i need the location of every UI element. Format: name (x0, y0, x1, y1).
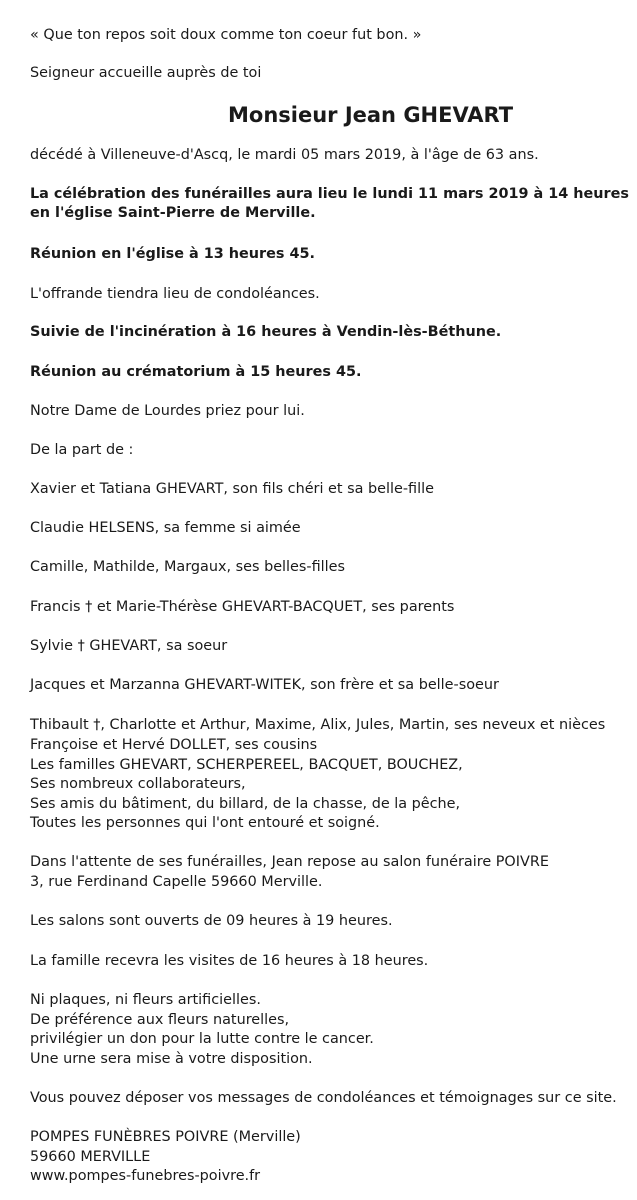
funeral-home-website-link[interactable]: www.pompes-funebres-poivre.fr (30, 1168, 261, 1184)
prayer: Notre Dame de Lourdes priez pour lui. (30, 403, 305, 419)
offering: L'offrande tiendra lieu de condoléances. (30, 286, 320, 302)
opening-hours: Les salons sont ouverts de 09 heures à 19 heures. (30, 913, 393, 929)
flowers-line: privilégier un don pour la lutte contre le cancer. (30, 1031, 374, 1047)
relatives-line: Thibault †, Charlotte et Arthur, Maxime, Alix, Jules, Martin, ses neveux et nièces (30, 717, 606, 733)
deceased-name: Monsieur Jean GHEVART (228, 103, 514, 127)
family-member: Sylvie † GHEVART, sa soeur (30, 638, 228, 654)
funeral-home-name: POMPES FUNÈBRES POIVRE (Merville) (30, 1129, 301, 1145)
family-member: Jacques et Marzanna GHEVART-WITEK, son frère et sa belle-soeur (30, 677, 499, 693)
family-member: Francis † et Marie-Thérèse GHEVART-BACQUET, ses parents (30, 599, 455, 615)
visiting-hours: La famille recevra les visites de 16 heures à 18 heures. (30, 953, 429, 969)
rest-location-line: Dans l'attente de ses funérailles, Jean repose au salon funéraire POIVRE (30, 854, 549, 870)
death-details: décédé à Villeneuve-d'Ascq, le mardi 05 mars 2019, à l'âge de 63 ans. (30, 147, 539, 163)
flowers-line: De préférence aux fleurs naturelles, (30, 1012, 290, 1028)
flowers-line: Ni plaques, ni fleurs artificielles. (30, 992, 261, 1008)
flowers-line: Une urne sera mise à votre disposition. (30, 1051, 313, 1067)
funeral-home-city: 59660 MERVILLE (30, 1149, 151, 1165)
family-member: Xavier et Tatiana GHEVART, son fils chéri et sa belle-fille (30, 481, 434, 497)
funeral-home-website-row (30, 1167, 260, 1187)
relatives-line: Les familles GHEVART, SCHERPEREEL, BACQUET, BOUCHEZ, (30, 757, 463, 773)
relatives-line: Ses amis du bâtiment, du billard, de la chasse, de la pêche, (30, 796, 461, 812)
ceremony-line-2: en l'église Saint-Pierre de Merville. (30, 205, 316, 221)
ceremony-line-1: La célébration des funérailles aura lieu le lundi 11 mars 2019 à 14 heures (30, 186, 629, 202)
relatives-line: Ses nombreux collaborateurs, (30, 776, 246, 792)
family-member: Camille, Mathilde, Margaux, ses belles-filles (30, 559, 346, 575)
intro-line: Seigneur accueille auprès de toi (30, 65, 262, 81)
church-meeting: Réunion en l'église à 13 heures 45. (30, 246, 315, 262)
relatives-line: Toutes les personnes qui l'ont entouré et soigné. (30, 815, 380, 831)
relatives-line: Françoise et Hervé DOLLET, ses cousins (30, 737, 318, 753)
from-label: De la part de : (30, 442, 134, 458)
cremation: Suivie de l'incinération à 16 heures à Vendin-lès-Béthune. (30, 324, 502, 340)
epigraph: « Que ton repos soit doux comme ton coeur fut bon. » (30, 27, 422, 43)
crematorium-meeting: Réunion au crématorium à 15 heures 45. (30, 364, 362, 380)
family-member: Claudie HELSENS, sa femme si aimée (30, 520, 301, 536)
messages-note: Vous pouvez déposer vos messages de condoléances et témoignages sur ce site. (30, 1090, 617, 1106)
rest-location-address: 3, rue Ferdinand Capelle 59660 Merville. (30, 874, 323, 890)
